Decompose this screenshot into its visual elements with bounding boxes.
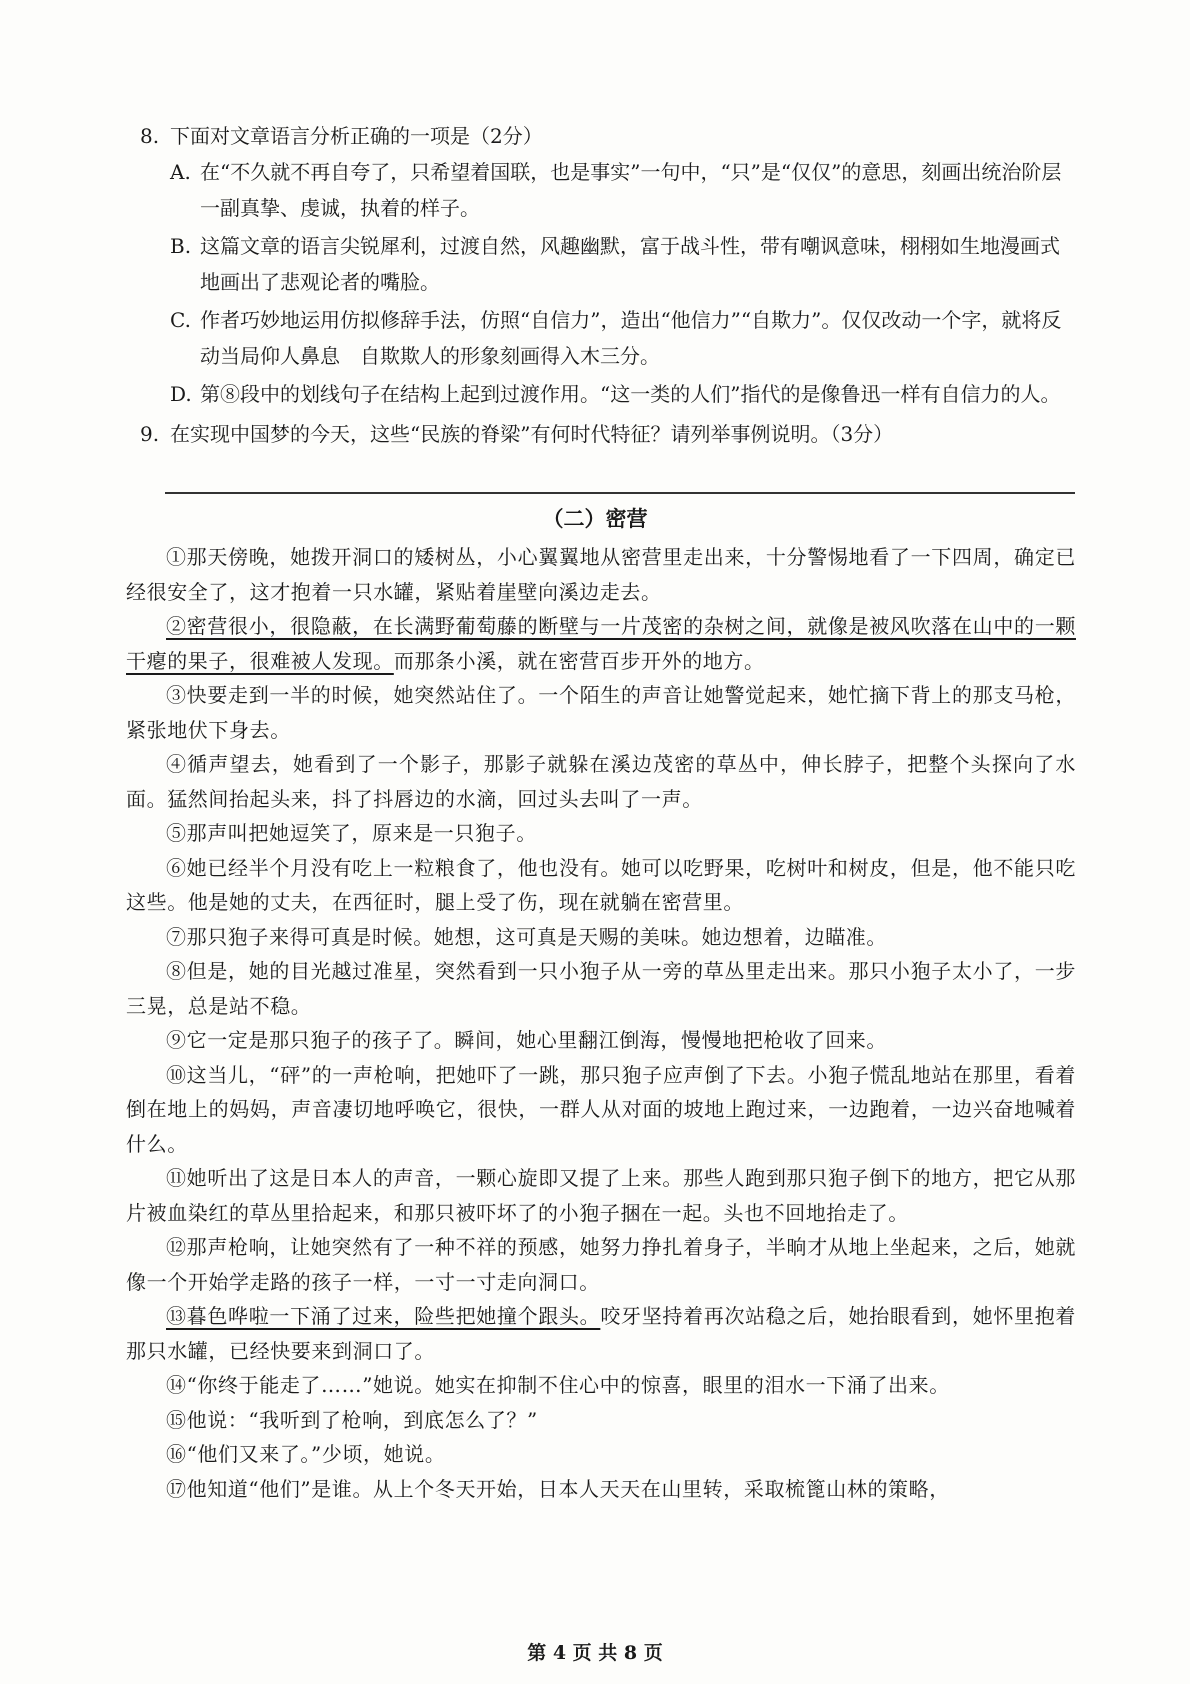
paragraph-text: 而那条小溪，就在密营百步开外的地方。 [393, 648, 765, 673]
page-footer: 第 4 页 共 8 页 [527, 1642, 663, 1664]
story-body [126, 540, 1076, 1506]
paragraph [126, 920, 1076, 955]
paragraph-text: ⑭“你终于能走了……”她说。她实在抑制不住心中的惊喜，眼里的泪水一下涌了出来。 [166, 1373, 950, 1397]
paragraph-text: ⑪她听出了这是日本人的声音，一颗心旋即又提了上来。那些人跑到那只狍子倒下的地方，把它从那片被血染红的草丛里拾起来，和那只被吓坏了的小狍子捆在一起。头也不回地抬走了。 [126, 1166, 1076, 1225]
option-text: 这篇文章的语言尖锐犀利，过渡自然，风趣幽默，富于战斗性，带有嘲讽意味，栩栩如生地漫画式地画出了悲观论者的嘴脸。 [200, 234, 1060, 294]
paragraph-text: 咬牙坚持着再次站稳之后，她抬眼看到，她怀里抱着那只水罐，已经快要来到洞口了。 [126, 1304, 1076, 1363]
option-text: 在“不久就不再自夸了，只希望着国联，也是事实”一句中，“只”是“仅仅”的意思，刻画出统治阶层一副真挚、虔诚，执着的样子。 [200, 160, 1062, 220]
option-letter: B. [170, 234, 192, 258]
paragraph-text: ①那天傍晚，她拨开洞口的矮树丛，小心翼翼地从密营里走出来，十分警惕地看了一下四周，确定已经很安全了，这才抱着一只水罐，紧贴着崖壁向溪边走去。 [126, 545, 1076, 604]
question-8 [140, 118, 1075, 412]
option-c [170, 302, 1075, 374]
question-block [140, 118, 1075, 456]
paragraph [126, 1023, 1076, 1058]
option-a [170, 154, 1075, 226]
option-text: 作者巧妙地运用仿拟修辞手法，仿照“自信力”，造出“他信力”“自欺力”。仅仅改动一个字，就将反动当局仰人鼻息 自欺欺人的形象刻画得入木三分。 [200, 308, 1062, 368]
paragraph [126, 1230, 1076, 1299]
paragraph [126, 1368, 1076, 1403]
option-letter: C. [170, 308, 191, 332]
paragraph [126, 1299, 1076, 1368]
option-letter: D. [170, 382, 192, 406]
paragraph [126, 1403, 1076, 1438]
paragraph [126, 1472, 1076, 1507]
paragraph [126, 540, 1076, 609]
paragraph [126, 1058, 1076, 1162]
paragraph [126, 954, 1076, 1023]
question-9 [140, 416, 1075, 452]
question-stem: 下面对文章语言分析正确的一项是（2分） [170, 124, 543, 148]
option-letter: A. [170, 160, 191, 184]
paragraph [126, 678, 1076, 747]
question-number: 9. [140, 422, 160, 446]
option-text: 第⑧段中的划线句子在结构上起到过渡作用。“这一类的人们”指代的是像鲁迅一样有自信力的人。 [200, 382, 1061, 406]
paragraph-text: ⑰他知道“他们”是谁。从上个冬天开始，日本人天天在山里转，采取梳篦山林的策略， [166, 1476, 950, 1501]
option-d [170, 376, 1075, 412]
paragraph-text: ⑨它一定是那只狍子的孩子了。瞬间，她心里翻江倒海，慢慢地把枪收了回来。 [166, 1028, 887, 1052]
paragraph [126, 609, 1076, 678]
paragraph-text: ⑤那声叫把她逗笑了，原来是一只狍子。 [166, 821, 537, 845]
question-number: 8. [140, 124, 160, 148]
paragraph-text: ⑮他说：“我听到了枪响，到底怎么了？” [166, 1407, 538, 1432]
paragraph [126, 747, 1076, 816]
paragraph-text: ③快要走到一半的时候，她突然站住了。一个陌生的声音让她警觉起来，她忙摘下背上的那支马枪，紧张地伏下身去。 [126, 683, 1076, 742]
paragraph-text: ⑦那只狍子来得可真是时候。她想，这可真是天赐的美味。她边想着，边瞄准。 [166, 924, 887, 949]
option-list [170, 154, 1075, 412]
paragraph-text: ⑫那声枪响，让她突然有了一种不祥的预感，她努力挣扎着身子，半晌才从地上坐起来，之后，她就像一个开始学走路的孩子一样，一寸一寸走向洞口。 [126, 1235, 1076, 1294]
question-stem: 在实现中国梦的今天，这些“民族的脊梁”有何时代特征？请列举事例说明。（3分） [170, 422, 894, 446]
section-title: （二）密营 [542, 507, 648, 531]
paragraph-text: ④循声望去，她看到了一个影子，那影子就躲在溪边茂密的草丛中，伸长脖子，把整个头探向了水面。猛然间抬起头来，抖了抖唇边的水滴，回过头去叫了一声。 [126, 752, 1076, 811]
underlined-sentence: ②密营很小，很隐蔽，在长满野葡萄藤的断壁与一片茂密的杂树之间，就像是被风吹落在山中的一颗干瘪的果子，很难被人发现。 [126, 614, 1076, 673]
section-divider [165, 492, 1075, 494]
option-b [170, 228, 1075, 300]
paragraph-text: ⑩这当儿，“砰”的一声枪响，把她吓了一跳，那只狍子应声倒了下去。小狍子慌乱地站在那里，看着倒在地上的妈妈，声音凄切地呼唤它，很快，一群人从对面的坡地上跑过来，一边跑着，一边兴奋地喊着什么。 [126, 1062, 1076, 1156]
paragraph-text: ⑥她已经半个月没有吃上一粒粮食了，他也没有。她可以吃野果，吃树叶和树皮，但是，他不能只吃这些。他是她的丈夫，在西征时，腿上受了伤，现在就躺在密营里。 [126, 855, 1076, 914]
paragraph-text: ⑧但是，她的目光越过准星，突然看到一只小狍子从一旁的草丛里走出来。那只小狍子太小了，一步三晃，总是站不稳。 [126, 959, 1076, 1018]
paragraph [126, 816, 1076, 851]
paragraph [126, 1161, 1076, 1230]
paragraph-text: ⑯“他们又来了。”少顷，她说。 [166, 1442, 446, 1466]
paragraph [126, 851, 1076, 920]
underlined-sentence: ⑬暮色哗啦一下涌了过来，险些把她撞个跟头。 [166, 1304, 601, 1328]
paragraph [126, 1437, 1076, 1472]
